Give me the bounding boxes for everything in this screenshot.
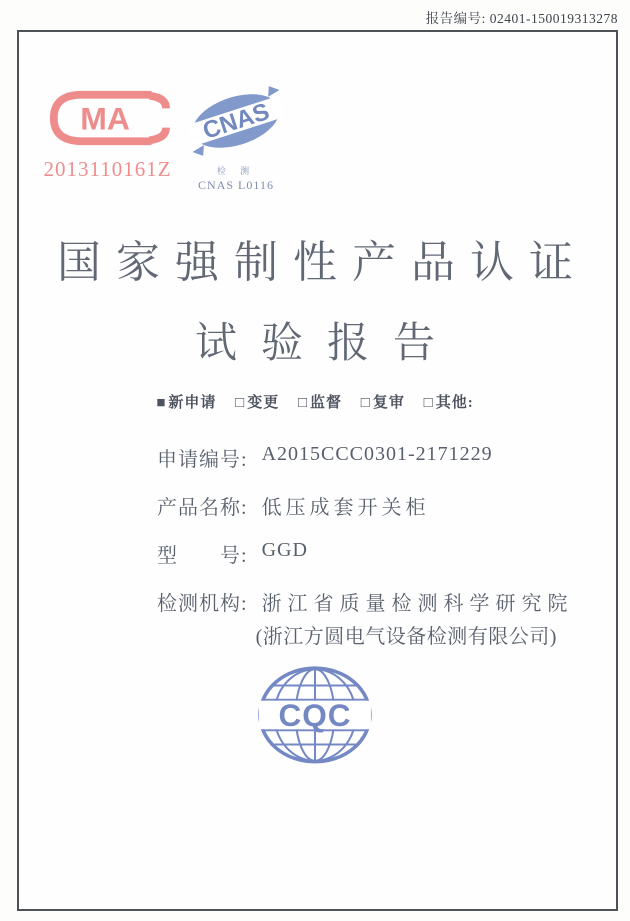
checkbox-review [361,395,405,411]
checkbox-label: 变更 [247,395,280,411]
field-value: GGD [261,539,308,561]
checkbox-empty-icon: □ [360,395,371,411]
testing-org-name: 浙江省质量检测科学研究院 [261,593,574,615]
report-number-value: 02401-150019313278 [489,11,618,26]
cnas-logo-icon [188,98,284,162]
application-type-row [0,391,630,412]
cqc-logo-letters: CQC [278,697,352,734]
checkbox-other [424,395,474,411]
field-label: 申请编号: [157,449,248,471]
field-application-number [157,443,493,472]
checkbox-empty-icon: □ [235,395,246,411]
cnas-logo-block [186,84,286,193]
cnas-logo-letters: CNAS [199,98,273,145]
cma-cert-number: 2013110161Z [43,157,172,181]
document-title: 国家强制性产品认证 [57,238,588,287]
checkbox-empty-icon: □ [423,395,434,411]
field-value [255,587,574,649]
report-number [426,7,618,27]
cqc-logo-icon [256,697,374,774]
field-value: A2015CCC0301-2171229 [261,443,493,465]
checkbox-change [235,395,279,411]
cnas-caption: 检 测 [216,166,256,176]
field-label: 型 号: [157,545,248,567]
checkbox-label: 监督 [310,395,343,411]
field-label: 检测机构: [157,593,248,615]
cma-logo-icon [44,100,172,152]
checkbox-new-application [156,395,216,411]
cnas-accreditation-code: CNAS L0116 [198,178,274,192]
field-testing-organization [157,587,574,649]
field-label: 产品名称: [157,497,248,519]
report-number-label: 报告编号: [425,11,486,26]
cqc-logo-block [256,664,374,775]
cma-logo-block [40,88,175,182]
field-model [157,539,308,568]
cma-logo-letters: MA [79,100,130,137]
document-subtitle: 试验报告 [194,321,459,367]
field-product-name [157,491,430,520]
checkbox-label: 复审 [372,395,405,411]
checkbox-empty-icon: □ [297,395,309,411]
checkbox-filled-icon: ■ [156,395,167,411]
testing-org-company: (浙江方圆电气设备检测有限公司) [255,626,557,648]
field-value: 低压成套开关柜 [261,497,430,519]
checkbox-supervision [298,395,342,411]
checkbox-label: 其他: [435,395,474,411]
checkbox-label: 新申请 [168,395,217,411]
